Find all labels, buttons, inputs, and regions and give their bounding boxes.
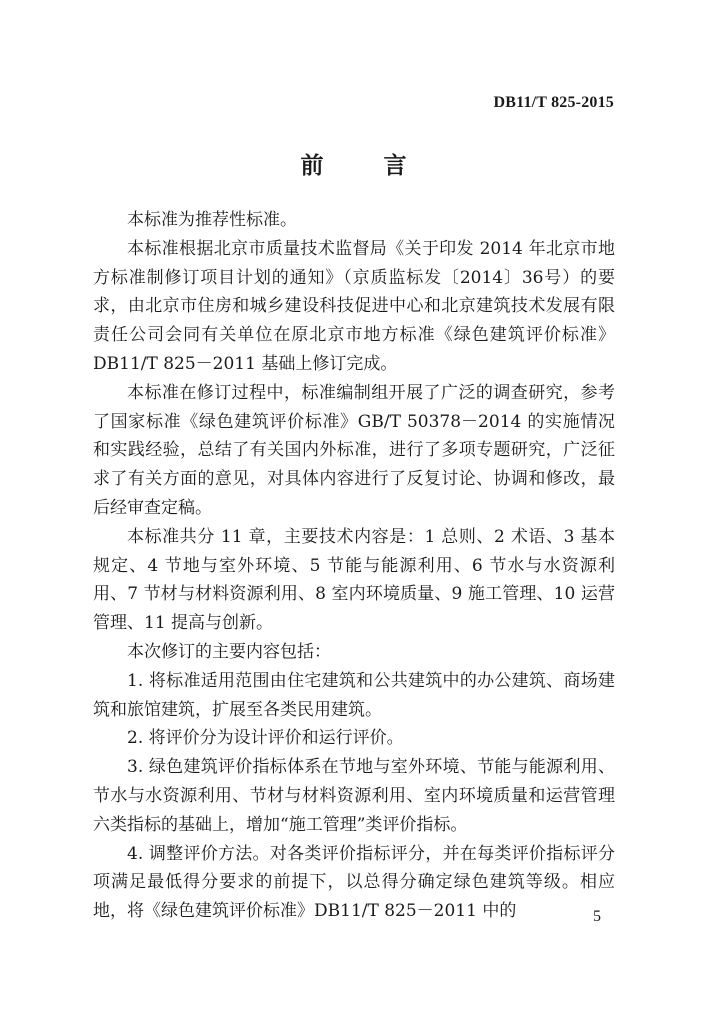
body-text <box>93 206 615 926</box>
paragraph: 本次修订的主要内容包括： <box>127 641 331 662</box>
list-item: 1. 将标准适用范围由住宅建筑和公共建筑中的办公建筑、商场建筑和旅馆建筑，扩展至各类民用建筑。 <box>93 670 615 720</box>
paragraph: 本标准共分 11 章，主要技术内容是：1 总则、2 术语、3 基本规定、4 节地与室外环境、5 节能与能源利用、6 节水与水资源利用、7 节材与材料资源利用、8 室内环境质量、9 施工管理、10 运营管理、11 提高与创新。 <box>93 526 615 634</box>
paragraph: 本标准根据北京市质量技术监督局《关于印发 2014 年北京市地方标准制修订项目计划的通知》（京质监标发〔2014〕36号）的要求，由北京市住房和城乡建设科技促进中心和北京建筑技术发展有限责任公司会同有关单位在原北京市地方标准《绿色建筑评价标准》DB11/T 825－2011 基础上修订完成。 <box>93 238 615 374</box>
page-number: 5 <box>593 908 601 925</box>
paragraph: 本标准在修订过程中，标准编制组开展了广泛的调查研究，参考了国家标准《绿色建筑评价标准》GB/T 50378－2014 的实施情况和实践经验，总结了有关国内外标准，进行了多项专题研究，广泛征求了有关方面的意见，对具体内容进行了反复讨论、协调和修改，最后经审查定稿。 <box>93 382 615 518</box>
paragraph: 本标准为推荐性标准。 <box>127 210 297 230</box>
document-code: DB11/T 825-2015 <box>493 94 614 111</box>
list-item: 3. 绿色建筑评价指标体系在节地与室外环境、节能与能源利用、节水与水资源利用、节材与材料资源利用、室内环境质量和运营管理六类指标的基础上，增加“施工管理”类评价指标。 <box>93 757 615 835</box>
page-title: 前 言 <box>300 153 433 179</box>
list-item: 2. 将评价分为设计评价和运行评价。 <box>127 728 404 749</box>
list-item: 4. 调整评价方法。对各类评价指标评分，并在每类评价指标评分项满足最低得分要求的前提下，以总得分确定绿色建筑等级。相应地，将《绿色建筑评价标准》DB11/T 825－2011 中的 <box>93 843 615 922</box>
